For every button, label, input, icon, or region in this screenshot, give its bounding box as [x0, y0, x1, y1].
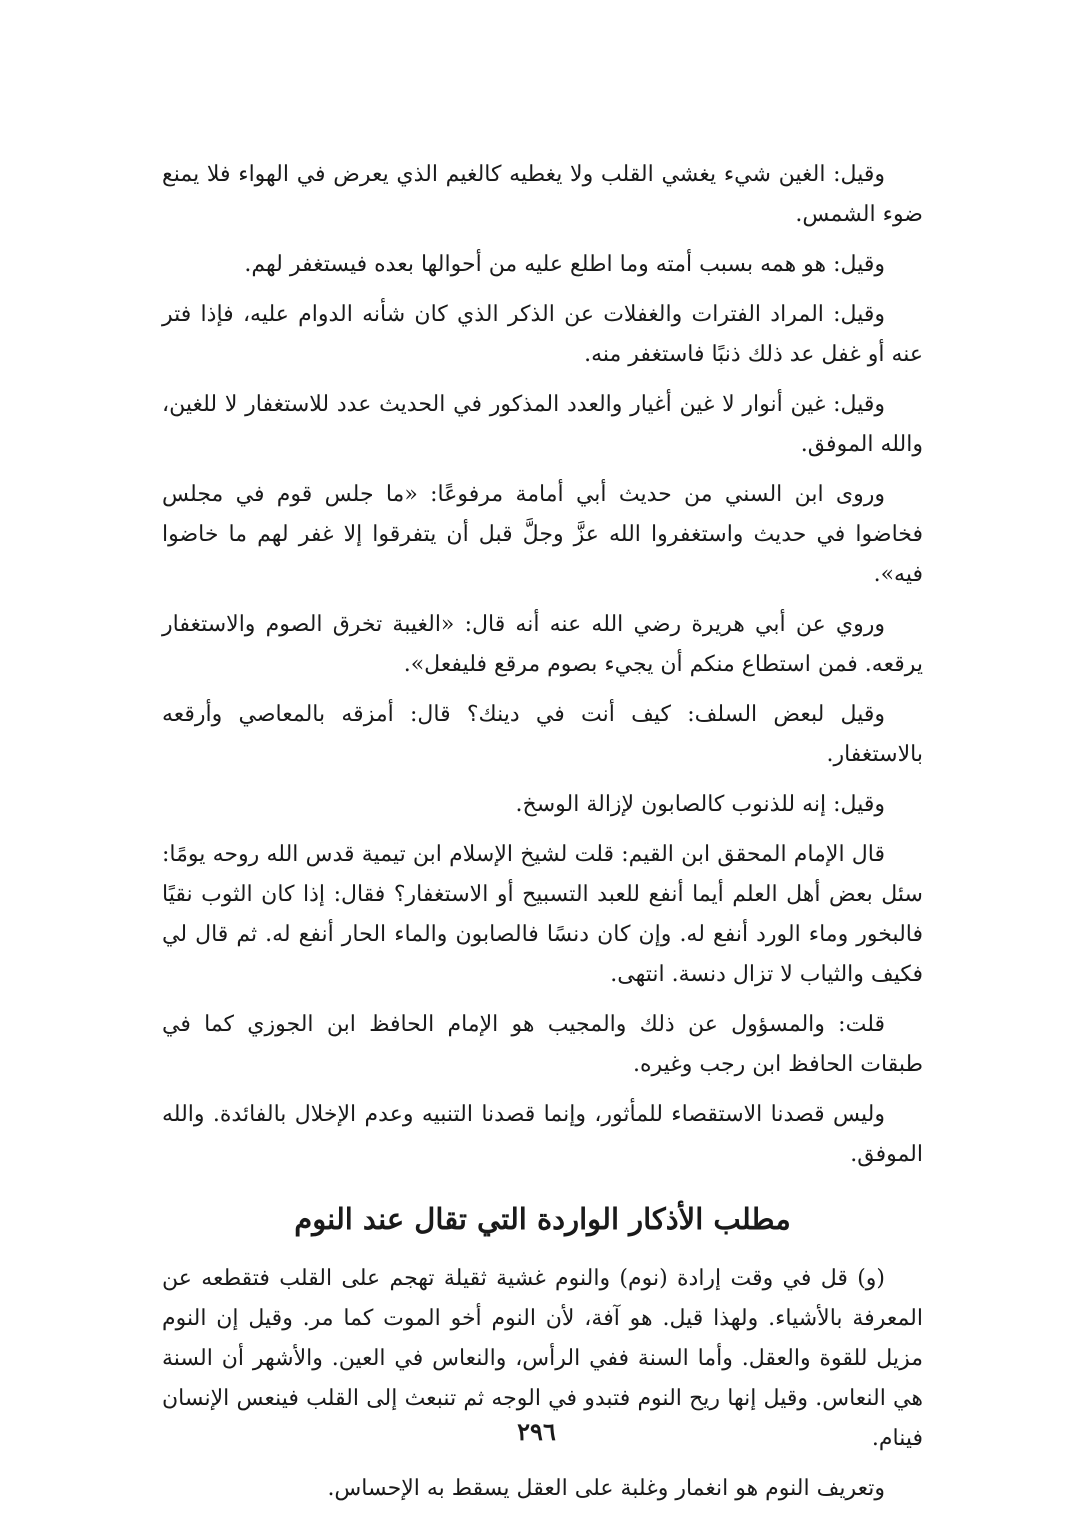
paragraph: قال الإمام المحقق ابن القيم: قلت لشيخ الإسلام ابن تيمية قدس الله روحه يومًا: سئل بعض أهل العلم أيما أنفع للعبد التسبيح أو الاستغفار؟ فقال: إذا كان الثوب نقيًا فالبخور وماء الورد أنفع له. وإن كان دنسًا فالصابون والماء الحار أنفع له. ثم قال لي فكيف والثياب لا تزال دنسة. انتهى. — [162, 842, 923, 987]
paragraph: وتعريف النوم هو انغمار وغلبة على العقل يسقط به الإحساس. — [327, 1476, 885, 1501]
body-text-section-1 — [162, 155, 923, 1175]
body-text-section-2 — [162, 1259, 923, 1509]
paragraph: قلت: والمسؤول عن ذلك والمجيب هو الإمام الحافظ ابن الجوزي كما في طبقات الحافظ ابن رجب وغيره. — [162, 1012, 923, 1077]
paragraph: (و) قل في وقت إرادة (نوم) والنوم غشية ثقيلة تهجم على القلب فتقطعه عن المعرفة بالأشياء. ولهذا قيل. هو آفة، لأن النوم أخو الموت كما مر. وقيل إن النوم مزيل للقوة والعقل. وأما السنة ففي الرأس، والنعاس في العين. والأشهر أن السنة هي النعاس. وقيل إنها ريح النوم فتبدو في الوجه ثم تنبعث إلى القلب فينعس الإنسان فينام. — [162, 1266, 923, 1451]
section-heading: مطلب الأذكار الواردة التي تقال عند النوم — [294, 1202, 791, 1236]
paragraph: وروي عن أبي هريرة رضي الله عنه أنه قال: «الغيبة تخرق الصوم والاستغفار يرقعه. فمن استطاع منكم أن يجيء بصوم مرقع فليفعل». — [162, 612, 923, 677]
paragraph: وقيل: المراد الفترات والغفلات عن الذكر الذي كان شأنه الدوام عليه، فإذا فتر عنه أو غفل عد ذلك ذنبًا فاستغفر منه. — [162, 302, 923, 367]
paragraph: وقيل: إنه للذنوب كالصابون لإزالة الوسخ. — [515, 792, 885, 817]
paragraph: وقيل: هو همه بسبب أمته وما اطلع عليه من أحوالها بعده فيستغفر لهم. — [244, 252, 885, 277]
paragraph: وقيل لبعض السلف: كيف أنت في دينك؟ قال: أمزقه بالمعاصي وأرقعه بالاستغفار. — [162, 702, 923, 767]
paragraph: وقيل: غين أنوار لا غين أغيار والعدد المذكور في الحديث عدد للاستغفار لا للغين، والله الموفق. — [162, 392, 923, 457]
page-number: ٢٩٦ — [517, 1417, 556, 1446]
paragraph: وليس قصدنا الاستقصاء للمأثور، وإنما قصدنا التنبيه وعدم الإخلال بالفائدة. والله الموفق. — [162, 1102, 923, 1167]
paragraph: وروى ابن السني من حديث أبي أمامة مرفوعًا: «ما جلس قوم في مجلس فخاضوا في حديث واستغفروا الله عزَّ وجلَّ قبل أن يتفرقوا إلا غفر لهم ما خاضوا فيه». — [162, 482, 923, 587]
paragraph: وقيل: الغين شيء يغشي القلب ولا يغطيه كالغيم الذي يعرض في الهواء فلا يمنع ضوء الشمس. — [162, 162, 923, 227]
